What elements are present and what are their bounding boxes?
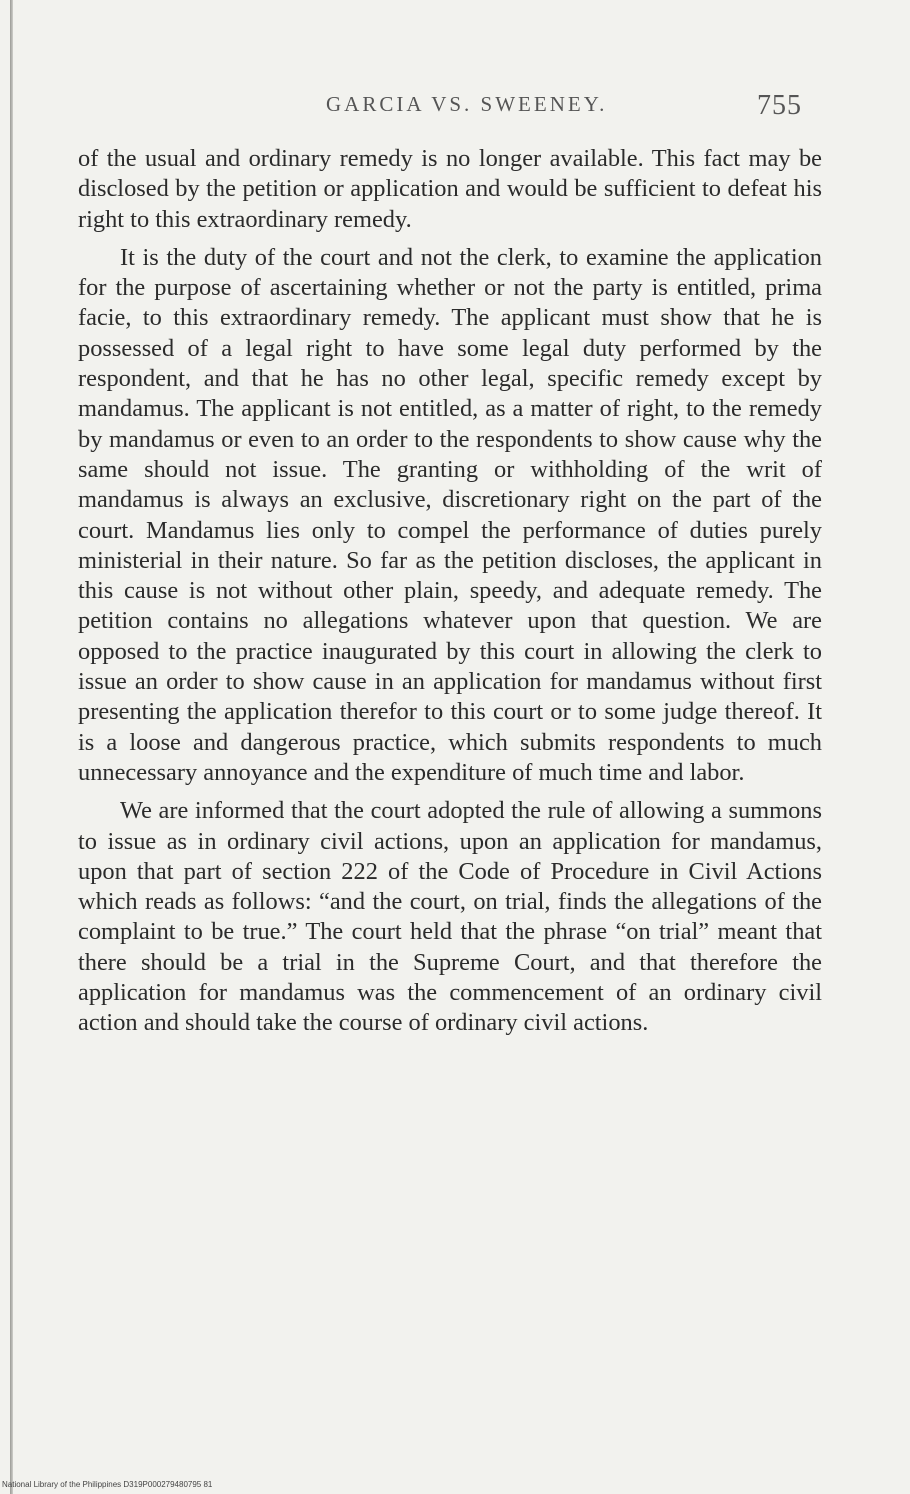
page-number: 755	[757, 90, 802, 121]
running-title: GARCIA VS. SWEENEY.	[326, 92, 608, 116]
paragraph-continued: of the usual and ordinary remedy is no longer available. This fact may be disclosed by the petition or application and would be sufficient to defeat his right to this extraordinary remedy.	[78, 145, 822, 233]
body-text	[78, 144, 822, 1039]
library-source-line: National Library of the Philippines D319P000279480795 81	[2, 1480, 213, 1489]
paragraph-duty-of-court: It is the duty of the court and not the clerk, to examine the application for the purpose of ascertaining whether or not the party is entitled, prima facie, to this extraordinary remedy. The applicant must show that he is possessed of a legal right to have some legal duty performed by the respondent, and that he has no other legal, specific remedy except by mandamus. The applicant is not entitled, as a matter of right, to the remedy by mandamus or even to an order to the respondents to show cause why the same should not issue. The granting or withholding of the writ of mandamus is always an exclusive, discretionary right on the part of the court. Mandamus lies only to compel the performance of duties purely ministerial in their nature. So far as the petition discloses, the applicant in this cause is not without other plain, speedy, and adequate remedy. The petition contains no allegations whatever upon that question. We are opposed to the practice inaugurated by this court in allowing the clerk to issue an order to show cause in an application for mandamus without first presenting the application therefor to this court or to some judge thereof. It is a loose and dangerous practice, which submits respondents to much unnecessary annoyance and the expenditure of much time and labor.	[78, 243, 822, 786]
running-head	[0, 92, 910, 132]
paragraph-summons-rule: We are informed that the court adopted the rule of allowing a summons to issue as in ordinary civil actions, upon an application for mandamus, upon that part of section 222 of the Code of Procedure in Civil Actions which reads as follows: “and the court, on trial, finds the allegations of the complaint to be true.” The court held that the phrase “on trial” meant that there should be a trial in the Supreme Court, and that therefore the application for mandamus was the commencement of an ordinary civil action and should take the course of ordinary civil actions.	[78, 797, 822, 1037]
